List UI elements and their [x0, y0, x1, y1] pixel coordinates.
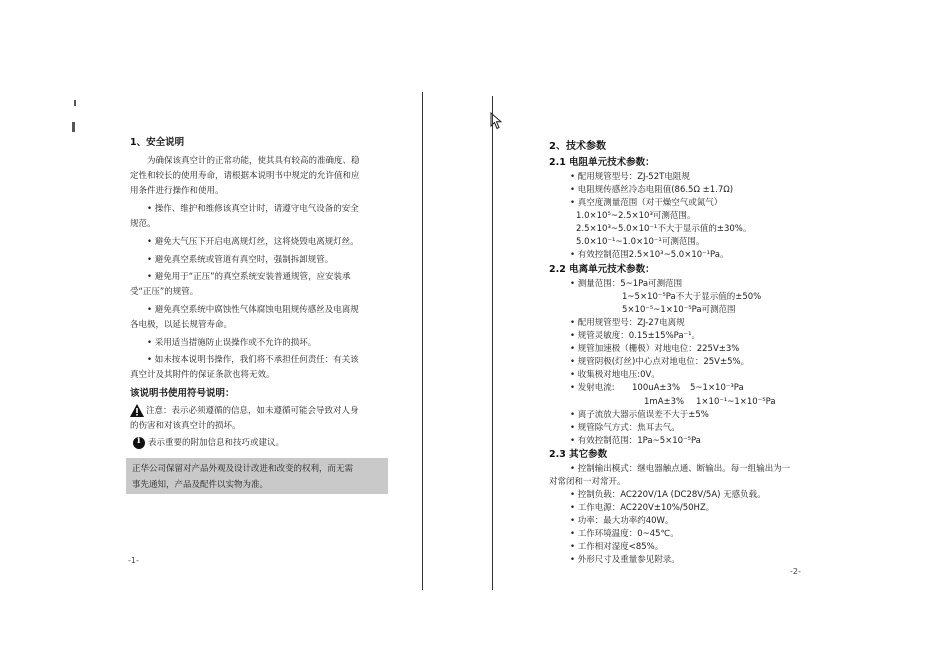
symbols-title: 该说明书使用符号说明： [130, 388, 235, 399]
warning-triangle-icon [130, 404, 144, 417]
spec-line: • 测量范围：5~1Pa可测范围 [570, 279, 683, 289]
paragraph-line: 为确保该真空计的正常功能，使其具有较高的准确度、稳 [147, 156, 360, 166]
paragraph-line: 用条件进行操作和使用。 [130, 186, 224, 196]
spec-line: • 规管除气方式：焦耳去气。 [570, 423, 680, 433]
info-icon-glyph: i [137, 436, 141, 446]
bullet-line: 受“正压”的规管。 [130, 287, 199, 297]
section-title-tech: 2、技术参数 [549, 141, 606, 152]
spec-line: 1~5×10⁻⁵Pa不大于显示值的±50% [622, 292, 762, 302]
paragraph-line: 定性和较长的使用寿命，请根据本说明书中规定的允许值和应 [130, 171, 360, 181]
notice-text: 正华公司保留对产品外观及设计改进和改变的权利，而无需 [132, 464, 354, 474]
spec-line: • 规管灵敏度：0.15±15%Pa⁻¹。 [570, 331, 701, 341]
emission-range: 5~1×10⁻³Pa [690, 383, 744, 393]
warning-text: 注意：表示必须遵循的信息，如未遵循可能会导致对人身 [146, 406, 359, 416]
subsection-title-ionization: 2.2 电离单元技术参数： [549, 264, 655, 275]
spec-line: • 配用规管型号：ZJ-27电离规 [570, 318, 685, 328]
info-text: 表示重要的附加信息和技巧或建议。 [148, 438, 285, 448]
emission-label: • 发射电流: [570, 383, 615, 393]
warning-text: 的伤害和对该真空计的损坏。 [130, 421, 241, 431]
bullet-line: 真空计及其附件的保证条款也将无效。 [130, 370, 275, 380]
subsection-title-resistance: 2.1 电阻单元技术参数： [549, 157, 655, 168]
bullet-line: • 避免真空系统中腐蚀性气体腐蚀电阻规传感丝及电离规 [147, 305, 359, 315]
bullet-line: 规范。 [130, 219, 156, 229]
spec-line: • 收集极对地电压:0V。 [570, 370, 660, 380]
bullet-line: 各电极，以延长规管寿命。 [130, 320, 233, 330]
info-circle-icon [133, 437, 145, 449]
spec-line: • 配用规管型号：ZJ-52T电阻规 [570, 172, 690, 182]
emission-range: 1×10⁻¹~1×10⁻⁵Pa [696, 397, 776, 407]
spec-line: • 规管阴极(灯丝)中心点对地电位：25V±5%。 [570, 357, 750, 367]
spec-line: • 外形尺寸及重量参见附录。 [570, 555, 680, 565]
bullet-line: • 采用适当措施防止误操作或不允许的损坏。 [147, 338, 317, 348]
bullet-line: • 避免用于“正压”的真空系统安装普通规管，应安装承 [147, 272, 351, 282]
spec-line: • 离子流放大器示值误差不大于±5% [570, 410, 709, 420]
page-left-edge [492, 96, 493, 590]
spec-line: • 工作相对湿度<85%。 [570, 542, 664, 552]
bullet-line: • 如未按本说明书操作，我们将不承担任何责任：有关该 [147, 355, 359, 365]
spec-line: 5×10⁻⁵~1×10⁻⁵Pa可测范围 [622, 305, 736, 315]
notice-box [126, 458, 388, 494]
bullet-line: • 避免大气压下开启电离规灯丝，这将烧毁电离规灯丝。 [147, 237, 359, 247]
page-divider [422, 92, 423, 590]
spec-line: 5.0×10⁻¹~1.0×10⁻¹可测范围。 [576, 237, 705, 247]
spec-line: • 工作环境温度：0~45℃。 [570, 529, 679, 539]
page-number-right: -2- [790, 567, 801, 576]
page-number-left: -1- [128, 556, 139, 565]
subsection-title-other: 2.3 其它参数 [549, 449, 608, 460]
spec-line: • 规管加速极（栅极）对地电位：225V±3% [570, 344, 740, 354]
left-page [0, 0, 474, 672]
bullet-line: • 操作、维护和维修该真空计时，请遵守电气设备的安全 [147, 204, 359, 214]
bullet-line: • 避免真空系统或管道有真空时，强制拆卸规管。 [147, 255, 334, 265]
spec-line: • 控制输出模式：继电器触点通、断输出。每一组输出为一 [570, 464, 791, 474]
spec-line: • 控制负载：AC220V/1A (DC28V/5A) 无感负载。 [570, 490, 766, 500]
notice-text: 事先通知，产品及配件以实物为准。 [132, 480, 269, 490]
spec-line: • 有效控制范围：1Pa~5×10⁻⁵Pa [570, 436, 701, 446]
spec-line: • 真空度测量范围（对干燥空气或氮气） [570, 198, 723, 208]
spec-line: • 功率：最大功率约40W。 [570, 516, 674, 526]
section-title-safety: 1、安全说明 [130, 137, 185, 148]
spec-line: 1.0×10⁵~2.5×10³可测范围。 [576, 211, 696, 221]
spec-line: • 电阻规传感丝冷态电阻值(86.5Ω ±1.7Ω) [570, 185, 734, 195]
spec-line: • 工作电源：AC220V±10%/50HZ。 [570, 503, 715, 513]
spec-line: • 有效控制范围2.5×10³~5.0×10⁻¹Pa。 [570, 250, 729, 260]
emission-current: 100uA±3% [632, 383, 681, 393]
right-page [474, 0, 950, 672]
emission-current: 1mA±3% [644, 397, 685, 407]
spec-line: 对常闭和一对常开。 [549, 477, 626, 487]
spec-line: 2.5×10³~5.0×10⁻¹不大于显示值的±30%。 [576, 224, 752, 234]
